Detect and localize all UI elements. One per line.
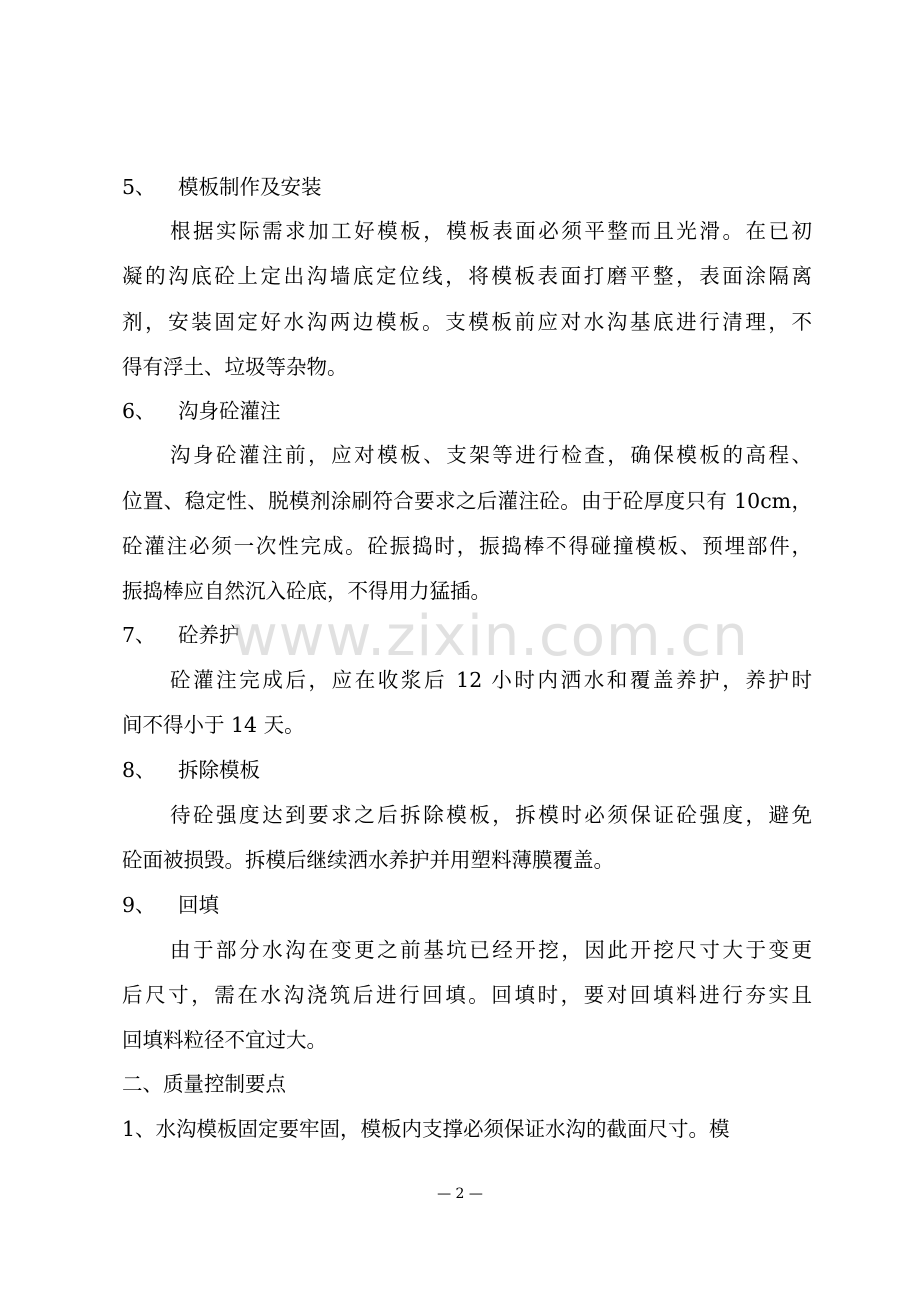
paragraph-line: 由于部分水沟在变更之前基坑已经开挖，因此开挖尺寸大于变更 xyxy=(170,938,812,962)
paragraph-line: 沟身砼灌注前，应对模板、支架等进行检查，确保模板的高程、 xyxy=(170,443,812,467)
section-title: 模板制作及安装 xyxy=(178,175,322,199)
section-title: 砼养护 xyxy=(178,623,240,647)
paragraph-line: 得有浮土、垃圾等杂物。 xyxy=(122,355,348,379)
paragraph-line: 后尺寸，需在水沟浇筑后进行回填。回填时，要对回填料进行夯实且 xyxy=(122,983,812,1007)
paragraph-line: 砼灌注完成后，应在收浆后 12 小时内洒水和覆盖养护，养护时 xyxy=(170,668,812,692)
section-number: 9、 xyxy=(122,893,156,917)
section-number: 8、 xyxy=(122,758,156,782)
section-title: 回填 xyxy=(178,893,219,917)
section-number: 5、 xyxy=(122,175,156,199)
paragraph-line: 砼面被损毁。拆模后继续洒水养护并用塑料薄膜覆盖。 xyxy=(122,848,614,872)
paragraph-line: 位置、稳定性、脱模剂涂刷符合要求之后灌注砼。由于砼厚度只有 10cm， xyxy=(122,489,812,513)
paragraph-line: 待砼强度达到要求之后拆除模板，拆模时必须保证砼强度，避免 xyxy=(170,803,812,827)
paragraph-line: 凝的沟底砼上定出沟墙底定位线，将模板表面打磨平整，表面涂隔离 xyxy=(122,264,812,288)
paragraph-line: 回填料粒径不宜过大。 xyxy=(122,1028,327,1052)
paragraph-line: 砼灌注必须一次性完成。砼振捣时，振捣棒不得碰撞模板、预埋部件， xyxy=(122,534,812,558)
watermark: www.zixin.com.cn xyxy=(232,604,749,669)
quality-item-1: 1、水沟模板固定要牢固，模板内支撑必须保证水沟的截面尺寸。模 xyxy=(122,1117,730,1141)
paragraph-line: 间不得小于 14 天。 xyxy=(122,713,305,737)
section-title: 沟身砼灌注 xyxy=(178,399,281,423)
section-number: 6、 xyxy=(122,399,156,423)
page-number: — 2 — xyxy=(437,1186,483,1202)
paragraph-line: 剂，安装固定好水沟两边模板。支模板前应对水沟基底进行清理，不 xyxy=(122,310,812,334)
quality-heading: 二、质量控制要点 xyxy=(122,1072,286,1096)
section-title: 拆除模板 xyxy=(178,758,260,782)
section-number: 7、 xyxy=(122,623,156,647)
paragraph-line: 振捣棒应自然沉入砼底，不得用力猛插。 xyxy=(122,579,491,603)
paragraph-line: 根据实际需求加工好模板，模板表面必须平整而且光滑。在已初 xyxy=(170,219,812,243)
